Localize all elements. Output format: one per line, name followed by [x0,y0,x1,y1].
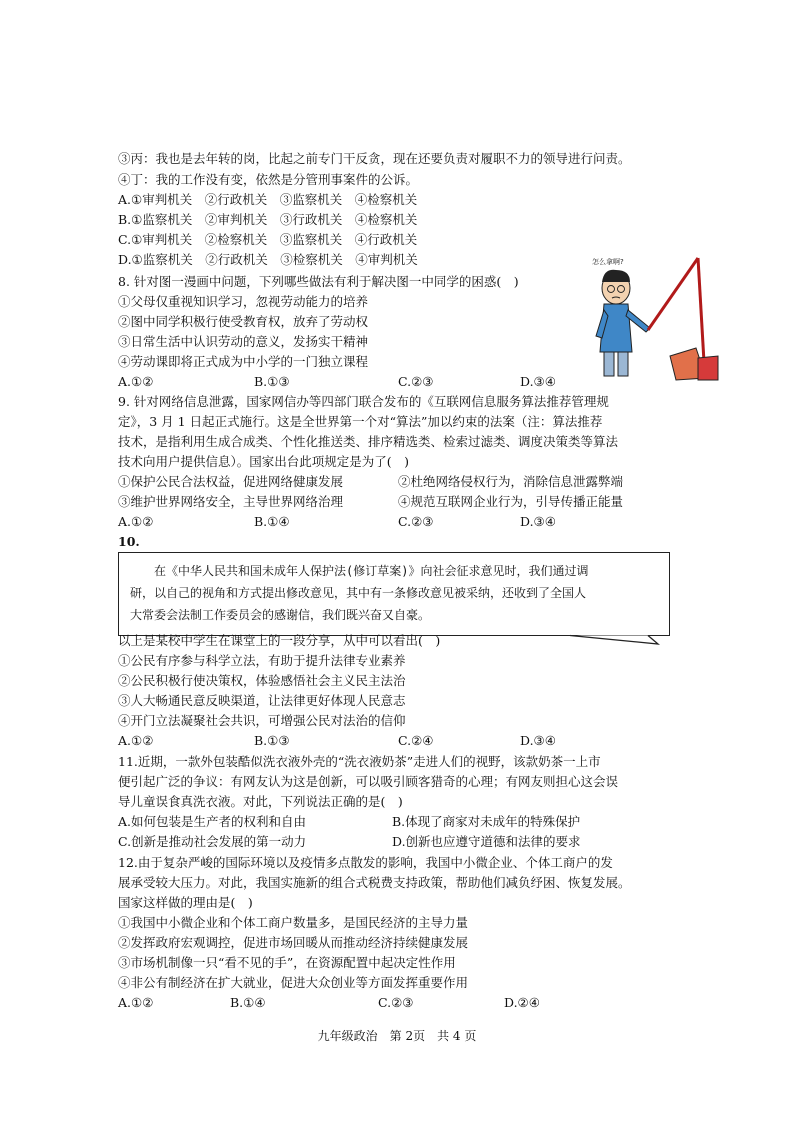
q8-choice-a: A.①② [118,374,154,389]
q8-statement-3: ③日常生活中认识劳动的意义，发扬实干精神 [118,334,369,349]
q9-stem-line-2: 定》，3 月 1 日起正式施行。这是全世界第一个对“算法”加以约束的法案（注：算法推荐 [118,414,603,429]
callout-text [130,560,660,626]
page-footer: 九年级政治 第 2页 共 4 页 [317,1029,477,1043]
q9-choice-b: B.①④ [254,514,290,529]
q9-stem-line-1: 9. 针对网络信息泄露，国家网信办等四部门联合发布的《互联网信息服务算法推荐管理规 [118,394,609,409]
q10-statement-1: ①公民有序参与科学立法，有助于提升法律专业素养 [118,653,406,668]
q7-line-bing: ③丙：我也是去年转的岗，比起之前专门干反贪，现在还要负责对履职不力的领导进行问责。 [118,151,631,166]
q10-number: 10. [118,534,140,549]
q10-stem: 以上是某校中学生在课堂上的一段分享，从中可以看出( ) [118,633,441,648]
q11-stem-line-3: 导儿童误食真洗衣液。对此，下列说法正确的是( ) [118,794,403,809]
q12-statement-2: ②发挥政府宏观调控，促进市场回暖从而推动经济持续健康发展 [118,935,469,950]
q12-statement-4: ④非公有制经济在扩大就业，促进大众创业等方面发挥重要作用 [118,975,469,990]
q12-choice-a: A.①② [118,995,154,1010]
q9-stem-line-3: 技术，是指利用生成合成类、个性化推送类、排序精选类、检索过滤类、调度决策类等算法 [118,434,619,449]
q10-choice-a: A.①② [118,733,154,748]
callout-line-1: 在《中华人民共和国未成年人保护法(修订草案)》向社会征求意见时，我们通过调 [130,564,589,578]
q11-stem-line-2: 便引起广泛的争议：有网友认为这是创新，可以吸引顾客猎奇的心理；有网友则担心这会误 [118,774,619,789]
q8-choice-b: B.①③ [254,374,290,389]
callout-line-3: 大常委会法制工作委员会的感谢信，我们既兴奋又自豪。 [130,608,431,622]
q8-choice-d: D.③④ [520,374,556,389]
q10-choice-c: C.②④ [398,733,434,748]
q8-statement-4: ④劳动课即将正式成为中小学的一门独立课程 [118,354,369,369]
q12-choice-b: B.①④ [230,995,266,1010]
q11-choice-c: C.创新是推动社会发展的第一动力 [118,834,307,849]
q12-choice-c: C.②③ [378,995,414,1010]
cartoon-drawing [586,252,720,382]
q8-choice-c: C.②③ [398,374,434,389]
q9-choice-a: A.①② [118,514,154,529]
q11-choice-b: B.体现了商家对未成年的特殊保护 [392,814,581,829]
q9-choice-d: D.③④ [520,514,556,529]
q10-statement-2: ②公民积极行使决策权，体验感悟社会主义民主法治 [118,673,406,688]
q12-stem-line-2: 展承受较大压力。对此，我国实施新的组合式税费支持政策，帮助他们减负纾困、恢复发展。 [118,875,631,890]
q7-option-a: A.①审判机关 ②行政机关 ③监察机关 ④检察机关 [118,192,418,207]
q11-choice-a: A.如何包装是生产者的权利和自由 [118,814,307,829]
q7-option-b: B.①监察机关 ②审判机关 ③行政机关 ④检察机关 [118,212,418,227]
q7-line-ding: ④丁：我的工作没有变，依然是分管刑事案件的公诉。 [118,172,419,187]
q9-statement-4: ④规范互联网企业行为，引导传播正能量 [398,494,624,509]
q12-statement-3: ③市场机制像一只“看不见的手”，在资源配置中起决定性作用 [118,955,456,970]
cartoon-figure-one [586,252,720,382]
q8-statement-2: ②图中同学积极行使受教育权，放弃了劳动权 [118,314,369,329]
q7-option-c: C.①审判机关 ②检察机关 ③监察机关 ④行政机关 [118,232,418,247]
cartoon-bubble-text: 怎么拿啊? [592,258,624,266]
q10-statement-4: ④开门立法凝聚社会共识，可增强公民对法治的信仰 [118,713,406,728]
q9-stem-line-4: 技术向用户提供信息）。国家出台此项规定是为了( ) [118,454,410,469]
q10-choice-b: B.①③ [254,733,290,748]
q11-choice-d: D.创新也应遵守道德和法律的要求 [392,834,581,849]
q9-statement-2: ②杜绝网络侵权行为，消除信息泄露弊端 [398,474,624,489]
q12-stem-line-3: 国家这样做的理由是( ) [118,895,253,910]
q12-choice-d: D.②④ [504,995,540,1010]
q10-statement-3: ③人大畅通民意反映渠道，让法律更好体现人民意志 [118,693,406,708]
q9-choice-c: C.②③ [398,514,434,529]
q7-option-d: D.①监察机关 ②行政机关 ③检察机关 ④审判机关 [118,252,418,267]
q9-statement-1: ①保护公民合法权益，促进网络健康发展 [118,474,344,489]
q10-choice-d: D.③④ [520,733,556,748]
callout-line-2: 研，以自己的视角和方式提出修改意见，其中有一条修改意见被采纳，还收到了全国人 [130,586,587,600]
q9-statement-3: ③维护世界网络安全，主导世界网络治理 [118,494,344,509]
q11-stem-line-1: 11.近期，一款外包装酷似洗衣液外壳的“洗衣液奶茶”走进人们的视野，该款奶茶一上市 [118,754,601,769]
q12-stem-line-1: 12.由于复杂严峻的国际环境以及疫情多点散发的影响，我国中小微企业、个体工商户的发 [118,855,613,870]
q8-stem: 8. 针对图一漫画中问题，下列哪些做法有利于解决图一中同学的困惑( ) [118,274,519,289]
q12-statement-1: ①我国中小微企业和个体工商户数量多，是国民经济的主导力量 [118,915,469,930]
q8-statement-1: ①父母仅重视知识学习，忽视劳动能力的培养 [118,294,369,309]
